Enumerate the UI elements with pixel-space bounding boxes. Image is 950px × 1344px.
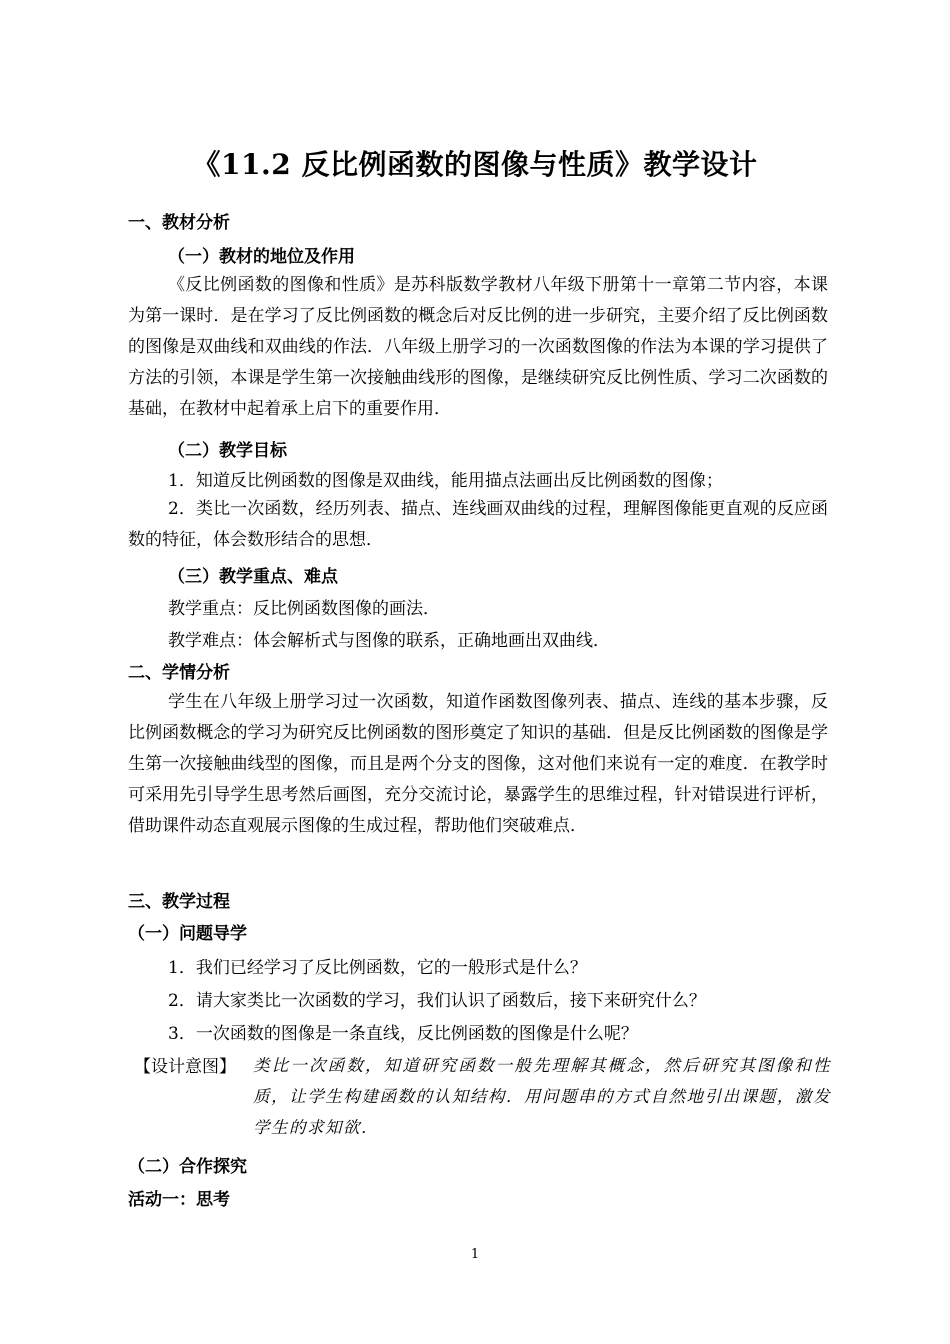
question-item-2: 2．请大家类比一次函数的学习，我们认识了函数后，接下来研究什么？ <box>168 991 706 1011</box>
document-title: 《11.2 反比例函数的图像与性质》教学设计 <box>192 148 758 181</box>
key-point-text: 教学重点：反比例函数图像的画法． <box>168 599 440 619</box>
design-intent-label: 【设计意图】 <box>134 1057 236 1077</box>
section-heading-teaching-process: 三、教学过程 <box>128 892 230 912</box>
goal-item-1: 1．知道反比例函数的图像是双曲线，能用描点法画出反比例函数的图像； <box>168 471 723 491</box>
section-heading-material-analysis: 一、教材分析 <box>128 213 230 233</box>
subsection-heading-role: （一）教材的地位及作用 <box>168 247 355 267</box>
subsection-heading-goals: （二）教学目标 <box>168 441 287 461</box>
difficulty-text: 教学难点：体会解析式与图像的联系，正确地画出双曲线． <box>168 631 610 651</box>
subsection-heading-guided-questions: （一）问题导学 <box>128 924 247 944</box>
paragraph-role: 《反比例函数的图像和性质》是苏科版数学教材八年级下册第十一章第二节内容，本课为第一课时．是在学习了反比例函数的概念后对反比例的进一步研究，主要介绍了反比例函数的图像是双曲线和双曲线的作法．八年级上册学习的一次函数图像的作法为本课的学习提供了方法的引领，本课是学生第一次接触曲线形的图像，是继续研究反比例性质、学习二次函数的基础，在教材中起着承上启下的重要作用． <box>128 275 828 419</box>
design-intent-text: 类比一次函数，知道研究函数一般先理解其概念，然后研究其图像和性质，让学生构建函数的认知结构．用问题串的方式自然地引出课题，激发学生的求知欲． <box>253 1056 831 1137</box>
goal-item-2: 2．类比一次函数，经历列表、描点、连线画双曲线的过程，理解图像能更直观的反应函数的特征，体会数形结合的思想． <box>128 499 828 550</box>
page-number: 1 <box>470 1247 480 1262</box>
subsection-heading-key-points: （三）教学重点、难点 <box>168 567 338 587</box>
paragraph-learner-analysis: 学生在八年级上册学习过一次函数，知道作函数图像列表、描点、连线的基本步骤，反比例函数概念的学习为研究反比例函数的图形奠定了知识的基础．但是反比例函数的图像是学生第一次接触曲线型的图像，而且是两个分支的图像，这对他们来说有一定的难度．在教学时可采用先引导学生思考然后画图，充分交流讨论，暴露学生的思维过程，针对错误进行评析，借助课件动态直观展示图像的生成过程，帮助他们突破难点． <box>128 692 828 836</box>
question-item-3: 3．一次函数的图像是一条直线，反比例函数的图像是什么呢？ <box>168 1024 638 1044</box>
subsection-heading-cooperative-inquiry: （二）合作探究 <box>128 1157 247 1177</box>
section-heading-learner-analysis: 二、学情分析 <box>128 663 230 683</box>
question-item-1: 1．我们已经学习了反比例函数，它的一般形式是什么？ <box>168 958 587 978</box>
activity-heading-think: 活动一：思考 <box>128 1190 230 1210</box>
